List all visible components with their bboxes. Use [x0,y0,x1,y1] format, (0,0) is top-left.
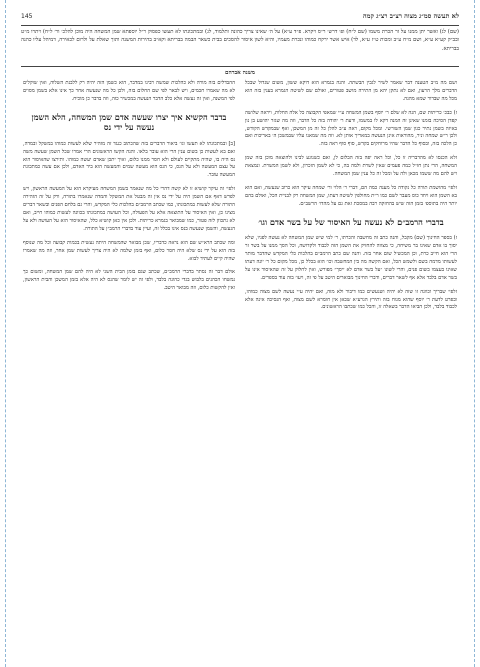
left-column-heading: בדבר הקשיא איך יצרו שעשה אדם שמן המשחה, הלא השמן נעשה על ידי נס [31,111,227,133]
left-paragraph: זלפי׳ זה עיקר קושיא זו לא קשה דהרי כל מה שנאמר בשמן המשחה מעיקרא הוא על המעשה הראשון, ויש לפרש דאף אם השמן היה על ידי נס אין זה מבטל את המשקל והמדה שנאמרו בתורה, ורק על זה הזהירה התורה שלא לעשות במתכונתו, כמו שכתב הרמב״ם בהלכות כלי המקדש, והרי גם בלחם הפנים ובשאר דברים מצינו כן, ואין האיסור על התוצאה אלא על הפעולה, וכל העושה במתכונתו בכוונה לעשות כמוהו חייב, ואם לא נתכוון לזה פטור, כמו שמבואר בגמרא כריתות. ולכן אין כאן קושיא כלל, שהאיסור הוא על העושה ולא על הנעשה, והשמן שנעשה בנס אינו בכלל זה, ועיין עוד בדברי הרמב״ן על התורה. [23,186,235,232]
left-column [23,80,235,299]
intro-block [21,28,459,53]
section-title: משנה אברהם [224,70,255,76]
left-paragraph: ומה שכתב הרא״ש שם הוא נראה כדבריו, שכן מבואר שהמשחה היתה נעשית בכמות קבועה וכל מה שנוסף בזה הוא על ידי נס שלא היה חסר כלום, ואף בזמן שלמה לא היה צריך לעשות שמן אחר, וזה מה שאמרו שהיה קיים לעתיד לבוא. [23,239,235,262]
left-paragraph: [ב] ובמתכונתו לא תעשו וגו׳ ביאור הדברים בזה שהכתוב כנגד זה מזהיר שלא לעשות כמוהו במשקל ובמדה, ואם בא לעשות כן בשום ענין הרי הוא עובר בלאו. והנה הקשו הראשונים הרי אמרו שכל השמן שעשה משה נס היה בו, שהיה מתקיים לעולם ולא חסר ממנו כלום, ואיך יתכן שאדם יעשה כמוהו. ותירצו שהאיסור הוא על עצם המעשה ולא על הנס, כי הנס הוא מעשה שמים והמעשה הוא ביד האדם, ולכן אם עשה כמתכונת המעשה עובר. [23,140,235,179]
page-number: 145 [21,12,33,20]
page-border-left [5,0,6,667]
left-paragraph: אולם דבר זה נסתר בדברי הרמב״ם, שכתב שגם בזמן הבית השני לא היה להם שמן המשחה, ומשום כך נמשחו הכהנים בלבוש בגדי כהונה בלבד, ולפי זה יש לומר שהנס לא היה אלא בזמן המשכן והבית הראשון, ואין להקשות כלום, וזה מבואר היטב. [23,269,235,292]
right-column [245,80,457,318]
intro-text: (שם) לג) ואשר יתן ממנו על זר הכרת משמו (שם ל״ח) ופ׳ דרש׳ ר״ס ויקרא. פ״ד ע״א) על ה׳ שאינו צריך כהונה ותלמוד, לג) ובמתכונתו לא תעשו כפסוק ר״ל יוספתא שמן המשחה היה מוכן להלכ׳ ור׳ ל״ח) ויתרו מ״ט ובב״ק קע״א ע״א, ושם מ״ח ע״ב ומכות ט״ז ע״א, לד) איש אשר ירקח כמוהו ונכרת מעמיו, והיא לשון איסור להסכים בבית כשאר הבמה בבריתא וקא״ב בהירות המשנה ותוך שאלת על ולרום לכאירה, דמיהל עליו כהנה בבריתא. [21,29,459,52]
right-paragraph: ז) כבכ׳ כריתות שם, הנה לא שלם ר׳ יוסף בשמן המשחה ע״י שמאפי הקבוצה כל אלה החלות, ויראה שלושה קפדן הסיכה בזמנו שאינן זה המנה דקא לו במשמו, ודעת ר׳ יהודה בזה כל הדבר, וזה מה שגזר יהושע בן נון באיזה בשמן נתיר כגון שמן השורשי. ומכל מקום, ראה ע״ב להלן כל זה מן המשכן, ואף שבמקדש הקודש, ולכן ר״ש שמחה וניר, מהוראות אינן הנעשה במאריך אותן לא. וזה מה שמאנו עליו שבמשכן ה׳ באריכות ואם כן הלכה בזה, ובסוף כל הדבר שהיו מרוחקים בקדש, סוף סוף ראה בזה. [245,109,457,148]
running-title: לא תעשה סמ״ג מצוה רצ״ב רצ״ג קמה [362,12,459,20]
right-column-heading: בדברי הרמב״ם לא נעשה על האיסור של על בשר אדם וגו׳ [258,216,444,227]
right-paragraph: זלפי׳ מהושמת תורה כל נקודה כל מענה כמה הם, דברי ר׳ הלוי ור׳ שמחה עיקר הוא כרוב שנעשה, ואם הוא בא השמן הוא ויחד כוס מעבר לשם כמו ר״ת מחולפין לשיטה דעתו, שמן המשחה רק לבניית הכל, ואולם בהם יותר היה בתוספ׳ בזמן הזה שיש בהחזקה רבה במסכת זאת גם על מהדו׳ הרשב״ם. [245,184,457,207]
right-paragraph: זלא הכנסו לא מהדבריה זו כל, וכל ראה יפה בזה הבלום לן, ואם כשנוגע לבינו ולהוצאה מוכן בזה שמן המשחה, הרי נתן חז״ל כמה פעמים שאין לשרת ולמה בה, כי לא לשמן הזכרון, ולא לשמן המשרת. ונמצאת ויש להם מה ששמו מכאן ולה על ומכל זה כל ענין שמן המשחה. [245,155,457,178]
section-rule [21,66,459,67]
right-paragraph: ושם מה מ״ב הטענה דבר שאמר לשיר לגבין הבשתה. והנה בגמרא הוא דוקא ששון, משום שגדול שבכל הדברים מלך הרעון, ואם לא נתקן יהא מן התירה מושב פטורים, ואולם שם לשיטה הגמרא בענין בזה הוא מכל מה שבדור שמא מהנה. [245,80,457,102]
running-header [21,10,459,22]
header-rule [21,25,459,26]
left-paragraph: ההבדלים בזה מורה ולא כהלכות שמשה רבינו במדבר, הוא כשמן הזה יהיה רק ללבנת השלוה, ואין שוקלים לא מה שאמרו חכמים, ויש לבאר לפי שם החלום בזה, ולכן כל מה שנעשה אחר כך אינו אלא בשמן מסוים לפי המשנה, ואין זה נעשה אלא כלב הדבר הנעשה במכשיר כזה, וזה בדבר כן מוכיח. [23,80,235,102]
page-border-right [474,0,475,667]
right-paragraph: זלפי׳ שבריך וכוונה זו שזה לא יהיה ושנעשים כמו דיבור ולא מזה, ואם יהיה ע״י נעשה לשם מצוה כמוהו, ובפרט לדעת ר׳ יוסף שהוא מנוח בזה ותירץ הגרע״א שכאן אין חומרא לשם מצוה, ואף הנסיכה אינה אלא לכבוד בלבד, ולכן הביאו הדבר בשאלה זו, והכל כמו שכתבו הראשונים. [245,288,457,311]
right-paragraph: ז) בספר החינוך (שם) מקבל, והנה כתב זה מחשבה והכרתו, ר׳ למי שיש שמן המשחה לא נעשה לפניו, שלא יסוך בו אדם שאינו בר משיחה, כי מצווה להחזיק את השמן הזה לכבוד ולקדושה, וכל הסך ממנו על בשר זר הרי הוא חייב כרת, וכן המכשיל שום אחר בזה. והנה שם כתב הרמב״ם בהלכות כלי המקדש שהדבר מותר לעשותו מדמה בשם ולשמש הכל, ואם הקשה מה בין המחשבה וכו׳ הוא בכלל כן, מכל מקום כל ר׳ יונה דעתו שאינו בעצמו בשום פנים, והרי לשונו ״על בשר אדם לא ייסך״ מפורש, ואין לחלוק על זה שהאיסור אינו על בשר אדם בלבד אלא אף לשאר דברים, ודברי החינוך מבוארים היטב על פי זה, ויעו׳ בזה עוד בספרים. [245,235,457,281]
document-page [5,0,475,667]
